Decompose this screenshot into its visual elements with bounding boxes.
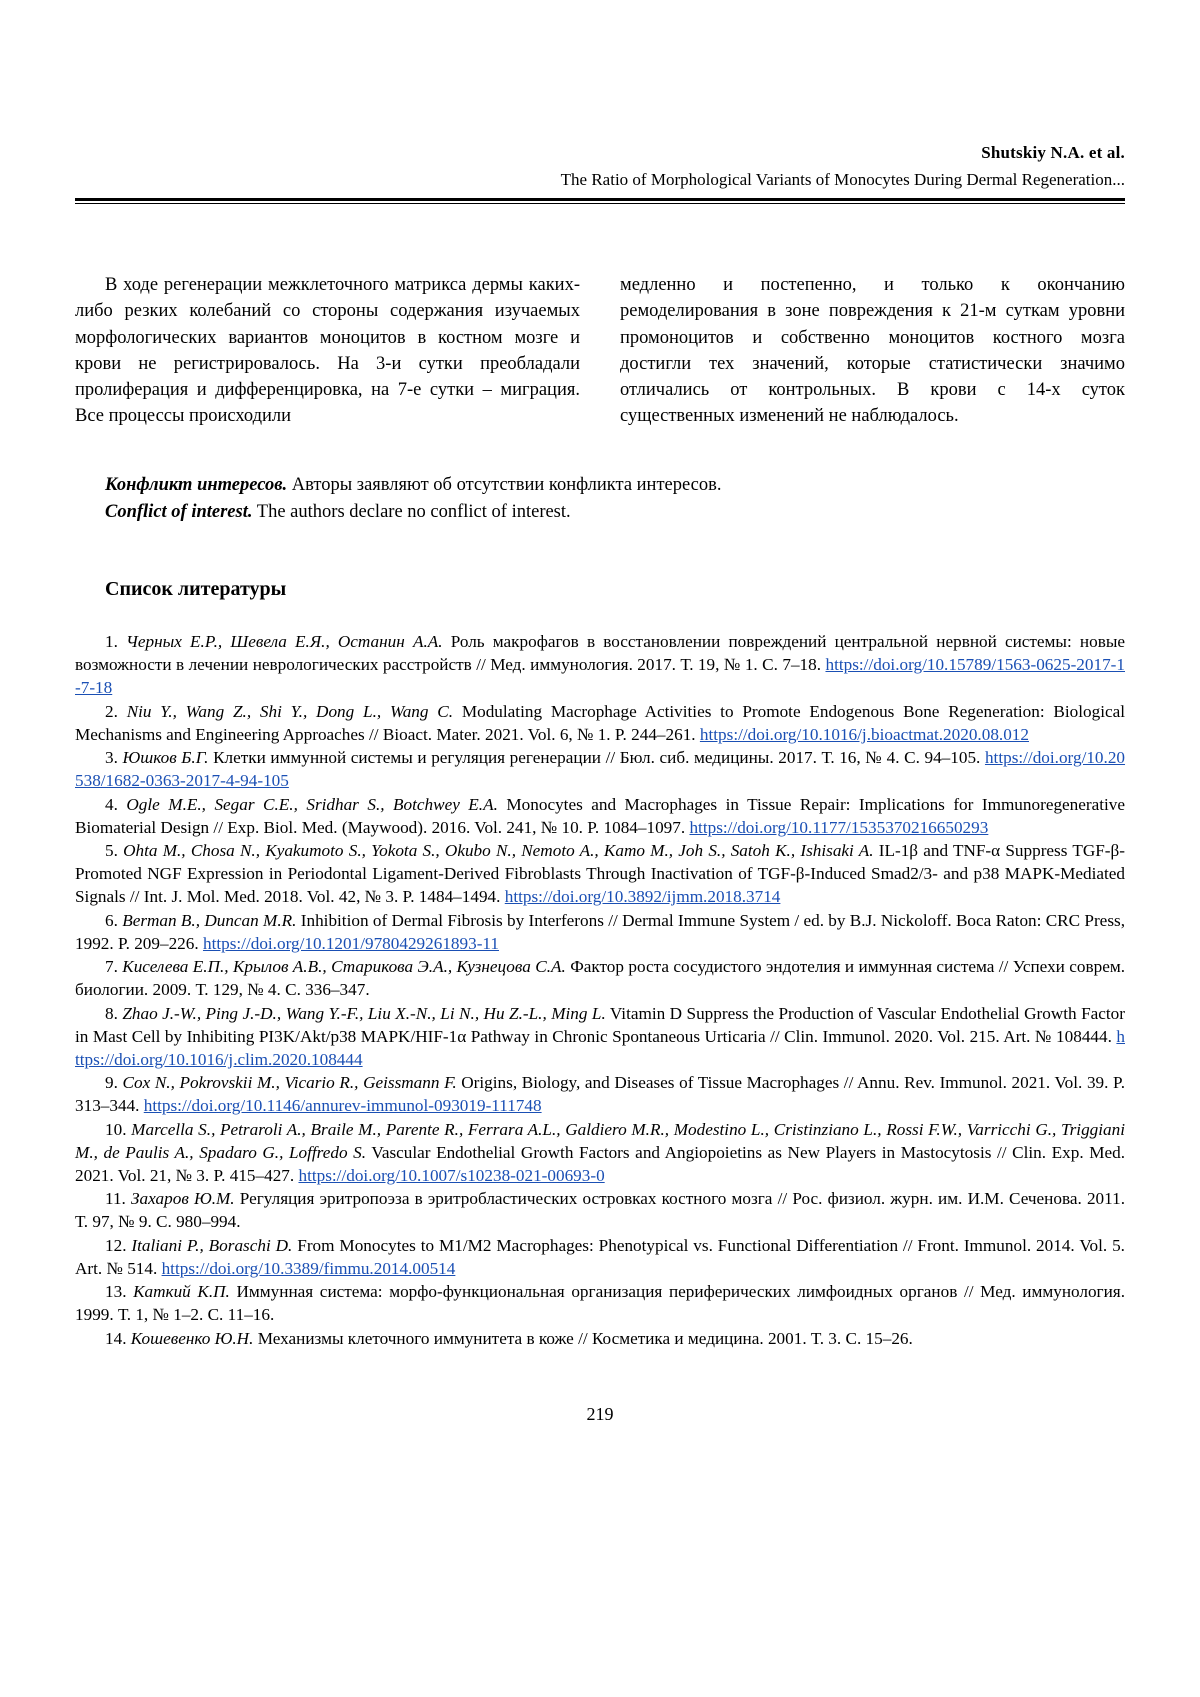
reference-authors: Каткий К.П. [133,1282,230,1302]
reference-text: From Monocytes to M1/M2 Macrophages: Phenotypical vs. Functional Differentiation // Front. Immunol. 2014. Vol. 5. Art. № 514. [75,1235,1125,1278]
reference-doi-link[interactable]: https://doi.org/10.1201/9780429261893-11 [202,933,499,953]
reference-text: Inhibition of Dermal Fibrosis by Interferons // Dermal Immune System / ed. by B.J. Nickoloff. Boca Raton: CRC Press, 1992. P. 209–226. [75,910,1125,953]
conflict-en-text: The authors declare no conflict of interest. [252,501,571,522]
reference-item [75,1234,1125,1280]
conflict-ru-label: Конфликт интересов. [105,475,288,495]
reference-authors: Ohta M., Chosa N., Kyakumoto S., Yokota S., Okubo N., Nemoto A., Kamo M., Joh S., Satoh K., Ishisaki A. [123,840,874,860]
reference-doi-link[interactable]: https://doi.org/10.15789/1563-0625-2017-1-7-18 [75,655,1125,698]
header-rule-thick [75,198,1125,201]
reference-authors: Berman B., Duncan M.R. [122,910,297,930]
reference-doi-link[interactable]: https://doi.org/10.1007/s10238-021-00693-0 [298,1166,605,1186]
body-paragraph-left: В ходе регенерации межклеточного матрикса дермы каких-либо резких колебаний со стороны содержания изучаемых морфологических вариантов моноцитов в костном мозге и крови не регистрировалось. На 3-и сутки преобладали пролиферация и дифференцировка, на 7-е сутки – миграция. Все процессы происходили [75,275,580,427]
reference-text: Иммунная система: морфо-функциональная организация периферических лимфоидных органов // Мед. иммунология. 1999. Т. 1, № 1–2. С. 11–16. [75,1282,1125,1325]
references-list [75,630,1125,1350]
header-rule-thin [75,203,1125,204]
reference-number: 5. [105,840,124,860]
reference-authors: Italiani P., Boraschi D. [131,1235,293,1255]
page-number: 219 [586,1404,614,1424]
reference-item [75,1187,1125,1233]
reference-number: 2. [105,701,127,721]
reference-doi-link[interactable]: https://doi.org/10.1146/annurev-immunol-093019-111748 [143,1096,542,1116]
reference-item [75,1327,1125,1350]
reference-item [75,1118,1125,1188]
reference-doi-link[interactable]: https://doi.org/10.1016/j.bioactmat.2020.08.012 [699,724,1029,744]
reference-text: Modulating Macrophage Activities to Promote Endogenous Bone Regeneration: Biological Mechanisms and Engineering Approaches // Bioact. Mater. 2021. Vol. 6, № 1. P. 244–261. [75,701,1126,744]
reference-number: 1. [105,632,127,651]
reference-number: 9. [105,1073,123,1093]
reference-number: 7. [105,957,123,977]
reference-number: 3. [105,748,123,768]
conflict-ru-text: Авторы заявляют об отсутствии конфликта интересов. [287,475,722,495]
reference-number: 8. [105,1003,123,1023]
reference-item [75,955,1125,1001]
reference-text: Vascular Endothelial Growth Factors and Angiopoietins as New Players in Mastocytosis // Clin. Exp. Med. 2021. Vol. 21, № 3. P. 415–427. [75,1142,1126,1186]
reference-item [75,1071,1125,1117]
reference-text: Регуляция эритропоэза в эритробластических островках костного мозга // Рос. физиол. журн. им. И.М. Сеченова. 2011. Т. 97, № 9. С. 980–994. [75,1189,1125,1232]
reference-text: Vitamin D Suppress the Production of Vascular Endothelial Growth Factor in Mast Cell by Inhibiting PI3K/Akt/p38 MAPK/HIF-1α Pathway in Chronic Spontaneous Urticaria // Clin. Immunol. 2020. Vol. 215. Art. № 108444. [75,1003,1125,1046]
reference-number: 14. [105,1328,131,1348]
reference-item [75,909,1125,955]
reference-text: Origins, Biology, and Diseases of Tissue Macrophages // Annu. Rev. Immunol. 2021. Vol. 39. P. 313–344. [75,1073,1126,1116]
reference-number: 4. [105,794,127,814]
reference-text: Monocytes and Macrophages in Tissue Repair: Implications for Immunoregenerative Biomaterial Design // Exp. Biol. Med. (Maywood). 2016. Vol. 241, № 10. P. 1084–1097. [75,794,1126,837]
reference-doi-link[interactable]: https://doi.org/10.3892/ijmm.2018.3714 [504,887,781,907]
body-column-left [75,272,580,430]
running-head-title: The Ratio of Morphological Variants of Monocytes During Dermal Regeneration... [560,169,1125,189]
running-head-authors: Shutskiy N.A. et al. [981,143,1125,162]
reference-authors: Черных Е.Р., Шевела Е.Я., Останин А.А. [126,632,443,651]
reference-item [75,746,1125,792]
reference-doi-link[interactable]: https://doi.org/10.1177/1535370216650293 [689,817,989,837]
reference-authors: Кошевенко Ю.Н. [130,1328,254,1348]
reference-item [75,793,1125,839]
reference-text: Роль макрофагов в восстановлении повреждений центральной нервной системы: новые возможности в лечении неврологических расстройств // Мед. иммунология. 2017. Т. 19, № 1. С. 7–18. [75,632,1125,675]
reference-text: Фактор роста сосудистого эндотелия и иммунная система // Успехи соврем. биологии. 2009. Т. 129, № 4. С. 336–347. [75,957,1125,1000]
reference-text: IL-1β and TNF-α Suppress TGF-β-Promoted NGF Expression in Periodontal Ligament-Derived Fibroblasts Through Inactivation of TGF-β-Induced Smad2/3- and p38 MAPK-Mediated Signals // Int. J. Mol. Med. 2018. Vol. 42, № 3. P. 1484–1494. [75,840,1126,907]
reference-item [75,1002,1125,1072]
reference-item [75,700,1125,746]
reference-number: 13. [105,1282,134,1302]
reference-text: Механизмы клеточного иммунитета в коже // Косметика и медицина. 2001. Т. 3. С. 15–26. [253,1328,913,1348]
reference-authors: Ogle M.E., Segar C.E., Sridhar S., Botchwey E.A. [126,794,498,814]
body-paragraph-right: медленно и постепенно, и только к окончанию ремоделирования в зоне повреждения к 21-м суткам уровни промоноцитов и собственно моноцитов костного мозга достигли тех значений, которые статистически значимо отличались от контрольных. В крови с 14-х суток существенных изменений не наблюдалось. [620,275,1125,427]
body-columns [75,272,1125,430]
conflict-en [75,499,1125,526]
reference-number: 11. [105,1189,132,1209]
conflict-ru [75,472,1125,499]
reference-item [75,630,1125,700]
reference-authors: Захаров Ю.М. [131,1189,235,1209]
conflict-en-label: Conflict of interest. [105,501,253,522]
reference-doi-link[interactable]: https://doi.org/10.20538/1682-0363-2017-4-94-105 [75,748,1126,791]
reference-number: 6. [105,910,123,930]
reference-authors: Marcella S., Petraroli A., Braile M., Parente R., Ferrara A.L., Galdiero M.R., Modestino L., Cristinziano L., Rossi F.W., Varricchi G., Triggiani M., de Paulis A., Spadaro G., Loffredo S. [75,1119,1126,1162]
reference-authors: Юшков Б.Г. [122,748,209,768]
body-column-right [620,272,1125,430]
reference-authors: Zhao J.-W., Ping J.-D., Wang Y.-F., Liu X.-N., Li N., Hu Z.-L., Ming L. [122,1003,606,1023]
conflict-of-interest [75,472,1125,526]
references-heading: Список литературы [105,578,287,600]
reference-doi-link[interactable]: https://doi.org/10.3389/fimmu.2014.00514 [161,1258,456,1278]
reference-text: Клетки иммунной системы и регуляция регенерации // Бюл. сиб. медицины. 2017. Т. 16, № 4. С. 94–105. [208,748,985,768]
reference-number: 12. [105,1235,132,1255]
reference-authors: Киселева Е.П., Крылов А.В., Старикова Э.А., Кузнецова С.А. [122,957,566,977]
reference-item [75,839,1125,909]
reference-doi-link[interactable]: https://doi.org/10.1016/j.clim.2020.108444 [75,1026,1125,1069]
reference-authors: Niu Y., Wang Z., Shi Y., Dong L., Wang C. [126,701,454,721]
header-divider [75,198,1125,204]
reference-authors: Cox N., Pokrovskii M., Vicario R., Geissmann F. [122,1073,457,1093]
reference-number: 10. [105,1119,132,1139]
running-head [75,142,1125,192]
reference-item [75,1280,1125,1326]
